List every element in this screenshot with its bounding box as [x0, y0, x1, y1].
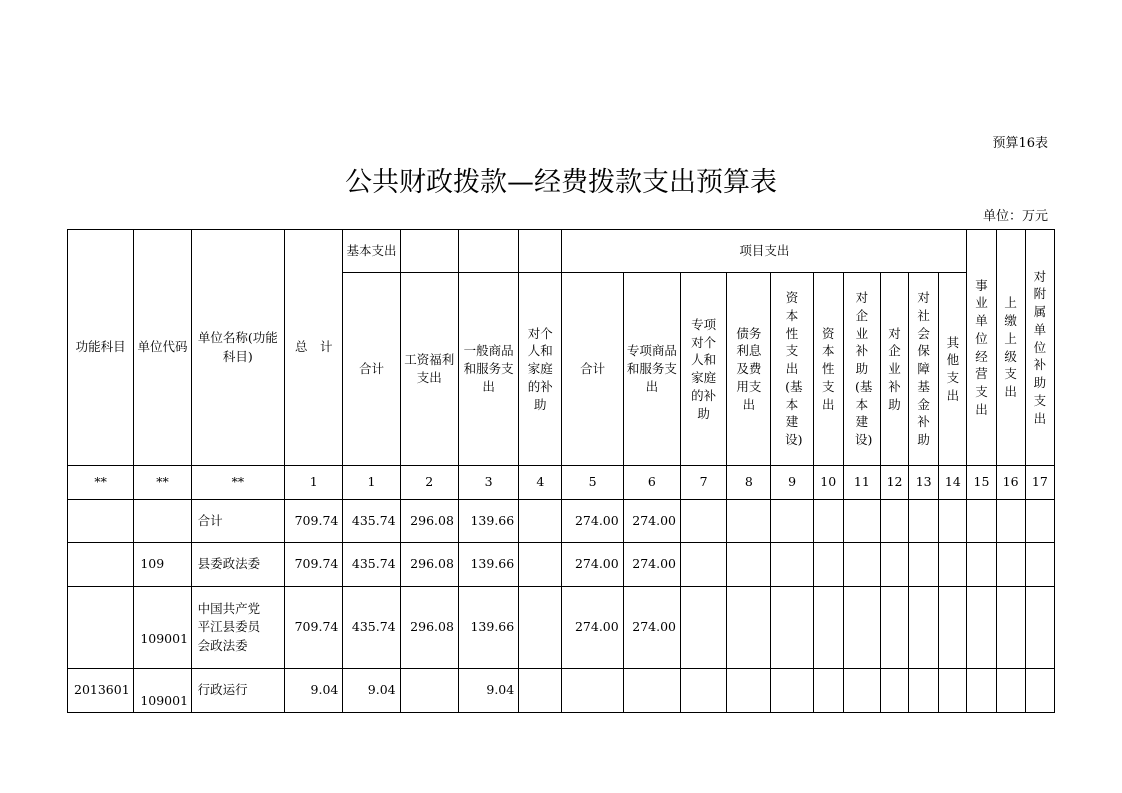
cell-wages: 296.08 [400, 500, 458, 543]
cell-empty [880, 669, 908, 713]
cell-empty [967, 669, 996, 713]
cell-goods: 139.66 [458, 500, 518, 543]
index-cell: 1 [285, 466, 343, 500]
header-row-1 [68, 230, 1055, 273]
cell-empty [813, 587, 843, 669]
index-cell: 9 [771, 466, 813, 500]
cell-empty [909, 500, 939, 543]
cell-total: 9.04 [285, 669, 343, 713]
cell-total: 709.74 [285, 543, 343, 587]
header-blank-3 [519, 230, 562, 273]
header-blank-1 [400, 230, 458, 273]
budget-table [67, 229, 1055, 713]
cell-project-total: 274.00 [562, 587, 623, 669]
cell-empty [681, 669, 727, 713]
header-basic: 基本支出 [343, 230, 400, 273]
cell-special-goods: 274.00 [623, 543, 680, 587]
cell-empty [996, 669, 1025, 713]
index-cell: ** [68, 466, 134, 500]
cell-empty [1025, 500, 1054, 543]
header-func-subject: 功能科目 [68, 230, 134, 466]
cell-empty [939, 587, 967, 669]
cell-empty [909, 587, 939, 669]
cell-empty [813, 669, 843, 713]
cell-wages [400, 669, 458, 713]
cell-empty [880, 500, 908, 543]
cell-basic-total: 435.74 [343, 543, 400, 587]
index-cell: ** [191, 466, 284, 500]
cell-empty [771, 500, 813, 543]
header-goods: 一般商品和服务支出 [458, 273, 518, 466]
cell-code: 109001 [134, 669, 191, 713]
cell-empty [880, 587, 908, 669]
cell-empty [909, 543, 939, 587]
cell-total: 709.74 [285, 500, 343, 543]
cell-empty [1025, 669, 1054, 713]
index-cell: 17 [1025, 466, 1054, 500]
header-social: 对社会保障基金补助 [909, 273, 939, 466]
index-cell: 10 [813, 466, 843, 500]
cell-empty [727, 669, 771, 713]
cell-special-goods: 274.00 [623, 587, 680, 669]
header-affiliated: 对附属单位补助支出 [1025, 230, 1054, 466]
cell-empty [813, 500, 843, 543]
cell-func: 2013601 [68, 669, 134, 713]
index-cell: 16 [996, 466, 1025, 500]
index-cell: 12 [880, 466, 908, 500]
header-project: 项目支出 [562, 230, 967, 273]
index-cell: 1 [343, 466, 400, 500]
cell-empty [996, 543, 1025, 587]
cell-empty [727, 500, 771, 543]
cell-empty [727, 543, 771, 587]
table-row [68, 587, 1055, 669]
cell-empty [681, 500, 727, 543]
header-business: 事业单位经营支出 [967, 230, 996, 466]
cell-empty [996, 587, 1025, 669]
index-cell: 6 [623, 466, 680, 500]
header-unit-code: 单位代码 [134, 230, 191, 466]
cell-empty [967, 587, 996, 669]
cell-empty [843, 500, 880, 543]
header-ent-construct: 对企业补助(基本建设) [843, 273, 880, 466]
index-cell: 4 [519, 466, 562, 500]
cell-empty [939, 543, 967, 587]
cell-empty [771, 587, 813, 669]
header-project-total: 合计 [562, 273, 623, 466]
cell-empty [771, 669, 813, 713]
cell-goods: 139.66 [458, 587, 518, 669]
header-capital-construct: 资本性支出(基本建设) [771, 273, 813, 466]
index-row [68, 466, 1055, 500]
cell-basic-total: 435.74 [343, 587, 400, 669]
cell-name: 县委政法委 [191, 543, 284, 587]
header-wages: 工资福利支出 [400, 273, 458, 466]
index-cell: 15 [967, 466, 996, 500]
cell-project-total: 274.00 [562, 500, 623, 543]
index-cell: 11 [843, 466, 880, 500]
cell-code: 109 [134, 543, 191, 587]
cell-empty [1025, 543, 1054, 587]
cell-name: 中国共产党平江县委员会政法委 [191, 587, 284, 669]
cell-func [68, 587, 134, 669]
cell-empty [1025, 587, 1054, 669]
cell-wages: 296.08 [400, 543, 458, 587]
index-cell: 2 [400, 466, 458, 500]
index-cell: 7 [681, 466, 727, 500]
cell-empty [843, 587, 880, 669]
cell-func [68, 500, 134, 543]
header-blank-2 [458, 230, 518, 273]
cell-name: 合计 [191, 500, 284, 543]
cell-empty [813, 543, 843, 587]
cell-basic-total: 9.04 [343, 669, 400, 713]
header-special-personal: 专项对个人和家庭的补助 [681, 273, 727, 466]
header-ent: 对企业补助 [880, 273, 908, 466]
table-row [68, 669, 1055, 713]
index-cell: 5 [562, 466, 623, 500]
header-total: 总 计 [285, 230, 343, 466]
cell-empty [880, 543, 908, 587]
cell-basic-total: 435.74 [343, 500, 400, 543]
cell-name: 行政运行 [191, 669, 284, 713]
cell-special-goods [623, 669, 680, 713]
cell-empty [843, 543, 880, 587]
cell-personal [519, 543, 562, 587]
cell-empty [967, 543, 996, 587]
cell-goods: 139.66 [458, 543, 518, 587]
unit-label: 单位：万元 [982, 209, 1048, 224]
cell-empty [967, 500, 996, 543]
table-row [68, 543, 1055, 587]
cell-personal [519, 669, 562, 713]
cell-goods: 9.04 [458, 669, 518, 713]
index-cell: 8 [727, 466, 771, 500]
cell-code: 109001 [134, 587, 191, 669]
index-cell: 14 [939, 466, 967, 500]
cell-func [68, 543, 134, 587]
form-number: 预算16表 [992, 136, 1048, 151]
header-personal: 对个人和家庭的补助 [519, 273, 562, 466]
index-cell: ** [134, 466, 191, 500]
cell-code [134, 500, 191, 543]
cell-personal [519, 587, 562, 669]
cell-personal [519, 500, 562, 543]
header-upper: 上缴上级支出 [996, 230, 1025, 466]
header-basic-total: 合计 [343, 273, 400, 466]
page-title: 公共财政拨款—经费拨款支出预算表 [345, 167, 777, 198]
cell-empty [681, 587, 727, 669]
header-special-goods: 专项商品和服务支出 [623, 273, 680, 466]
header-debt: 债务利息及费用支出 [727, 273, 771, 466]
cell-special-goods: 274.00 [623, 500, 680, 543]
header-other: 其他支出 [939, 273, 967, 466]
cell-project-total: 274.00 [562, 543, 623, 587]
cell-empty [909, 669, 939, 713]
cell-empty [939, 500, 967, 543]
cell-empty [727, 587, 771, 669]
header-capital: 资本性支出 [813, 273, 843, 466]
cell-project-total [562, 669, 623, 713]
cell-empty [771, 543, 813, 587]
cell-total: 709.74 [285, 587, 343, 669]
cell-wages: 296.08 [400, 587, 458, 669]
index-cell: 3 [458, 466, 518, 500]
cell-empty [939, 669, 967, 713]
cell-empty [996, 500, 1025, 543]
cell-empty [681, 543, 727, 587]
header-unit-name: 单位名称(功能科目) [191, 230, 284, 466]
index-cell: 13 [909, 466, 939, 500]
cell-empty [843, 669, 880, 713]
table-row [68, 500, 1055, 543]
